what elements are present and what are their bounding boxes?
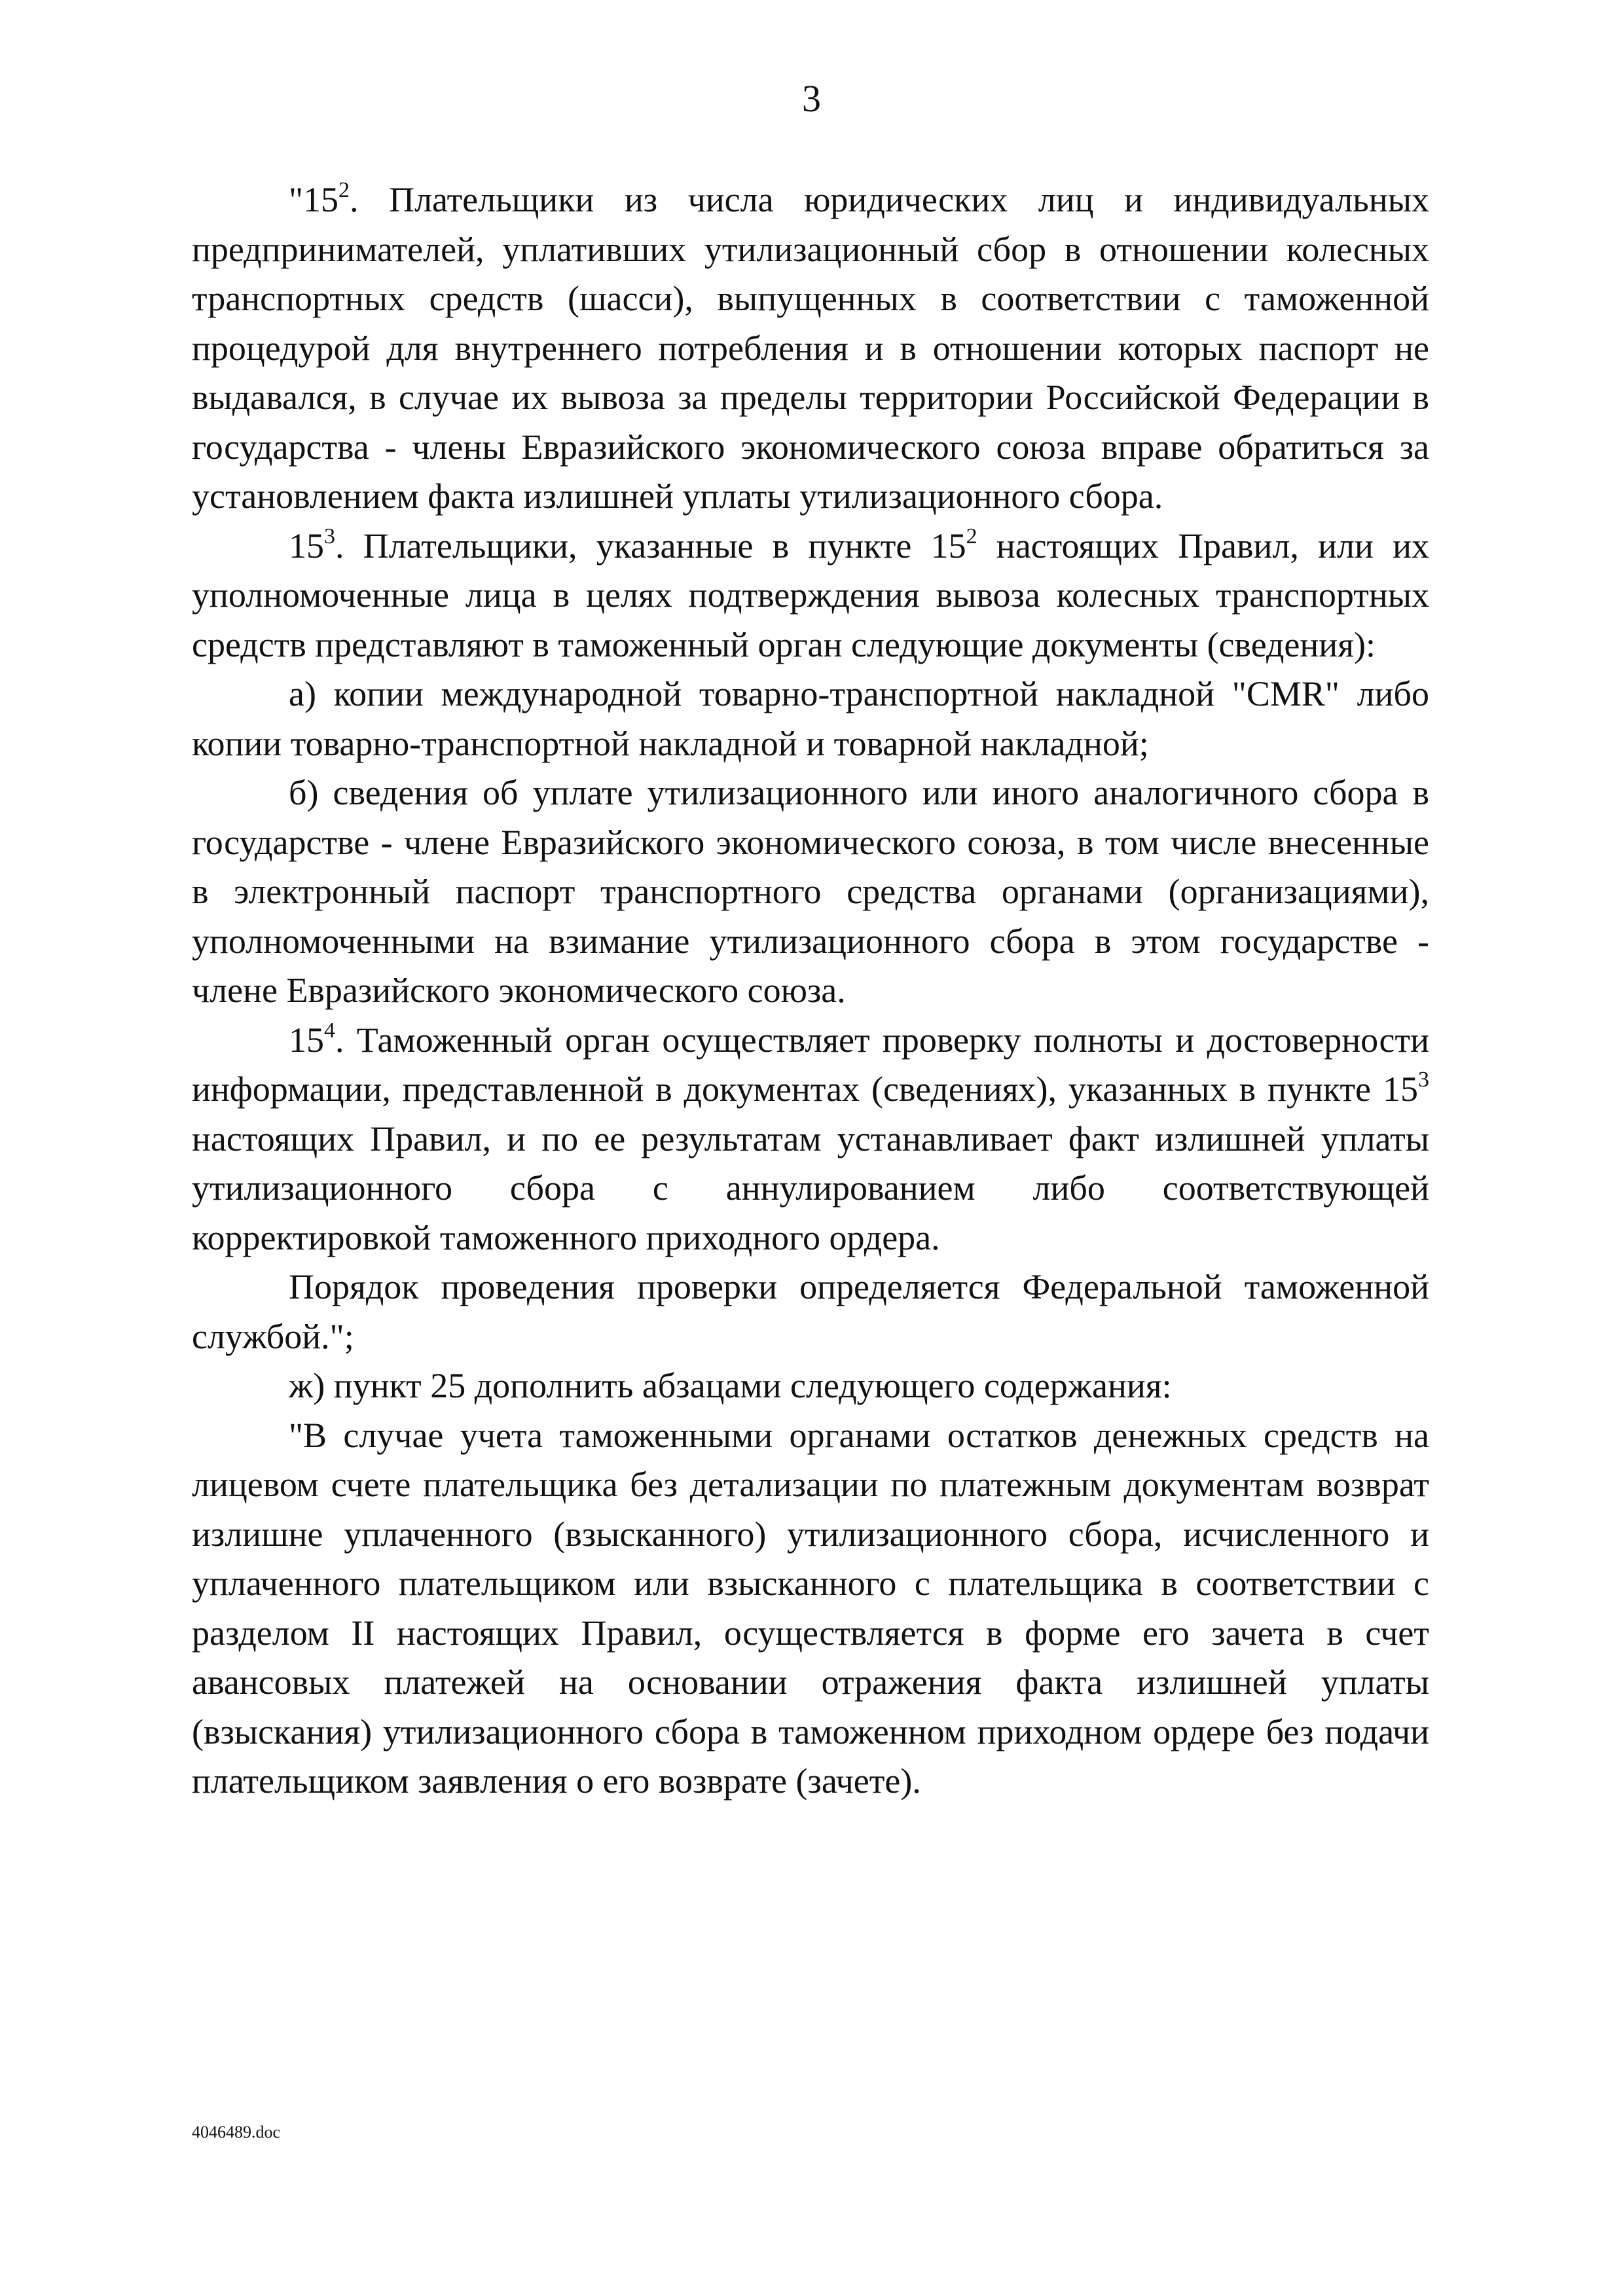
reference-number: 15 <box>930 526 966 565</box>
reference-number: 15 <box>1383 1069 1418 1109</box>
paragraph-text: . Плательщики из числа юридических лиц и индивидуальных предпринимателей, уплативших утилизационный сбор в отношении колесных транспортных средств (шасси), выпущенных в соответствии с таможенной процедурой для внутреннего потребления и в отношении которых паспорт не выдавался, в случае их вывоза за пределы территории Российской Федерации в государства - члены Евразийского экономического союза вправе обратиться за установлением факта излишней уплаты утилизационного сбора. <box>192 180 1429 516</box>
open-quote: " <box>289 180 304 219</box>
paragraph-text: настоящих Правил, и по ее результатам устанавливает факт излишней уплаты утилизационного сбора с аннулированием либо соответствующей корректировкой таможенного приходного ордера. <box>192 1119 1429 1257</box>
paragraph-15-4 <box>192 1016 1429 1263</box>
paragraph-item-b: б) сведения об уплате утилизационного или иного аналогичного сбора в государстве - члене Евразийского экономического союза, в том числе внесенные в электронный паспорт транспортного средства органами (организациями), уполномоченными на взимание утилизационного сбора в этом государстве - члене Евразийского экономического союза. <box>192 773 1429 1010</box>
paragraph-text: . Плательщики, указанные в пункте <box>335 526 931 565</box>
paragraph-text: . Таможенный орган осуществляет проверку полноты и достоверности информации, представленной в документах (сведениях), указанных в пункте <box>192 1020 1429 1109</box>
paragraph-item-zh: ж) пункт 25 дополнить абзацами следующего содержания: <box>289 1366 1172 1405</box>
document-body <box>192 175 1429 1806</box>
paragraph-refund: "В случае учета таможенными органами остатков денежных средств на лицевом счете плательщика без детализации по платежным документам возврат излишне уплаченного (взысканного) утилизационного сбора, исчисленного и уплаченного плательщиком или взысканного с плательщика в соответствии с разделом II настоящих Правил, осуществляется в форме его зачета в счет авансовых платежей на основании отражения факта излишней уплаты (взыскания) утилизационного сбора в таможенном приходном ордере без подачи плательщиком заявления о его возврате (зачете). <box>192 1415 1429 1801</box>
paragraph-15-3 <box>192 522 1429 670</box>
paragraph-item-a: а) копии международной товарно-транспортной накладной "CMR" либо копии товарно-транспортной накладной и товарной накладной; <box>192 674 1429 763</box>
paragraph-procedure: Порядок проведения проверки определяется Федеральной таможенной службой."; <box>192 1267 1429 1356</box>
page-number: 3 <box>802 77 821 120</box>
paragraph-text: настоящих Правил, или их уполномоченные лица в целях подтверждения вывоза колесных транспортных средств представляют в таможенный орган следующие документы (сведения): <box>192 526 1429 664</box>
clause-superscript: 3 <box>324 524 335 548</box>
clause-number: 15 <box>289 526 324 565</box>
clause-superscript: 4 <box>324 1018 335 1043</box>
footer-filename: 4046489.doc <box>192 2123 281 2142</box>
clause-number: 15 <box>289 1020 324 1060</box>
reference-superscript: 3 <box>1418 1067 1429 1092</box>
clause-number: 15 <box>303 180 339 219</box>
clause-superscript: 2 <box>338 178 350 202</box>
reference-superscript: 2 <box>966 524 977 548</box>
paragraph-15-2 <box>192 175 1429 522</box>
